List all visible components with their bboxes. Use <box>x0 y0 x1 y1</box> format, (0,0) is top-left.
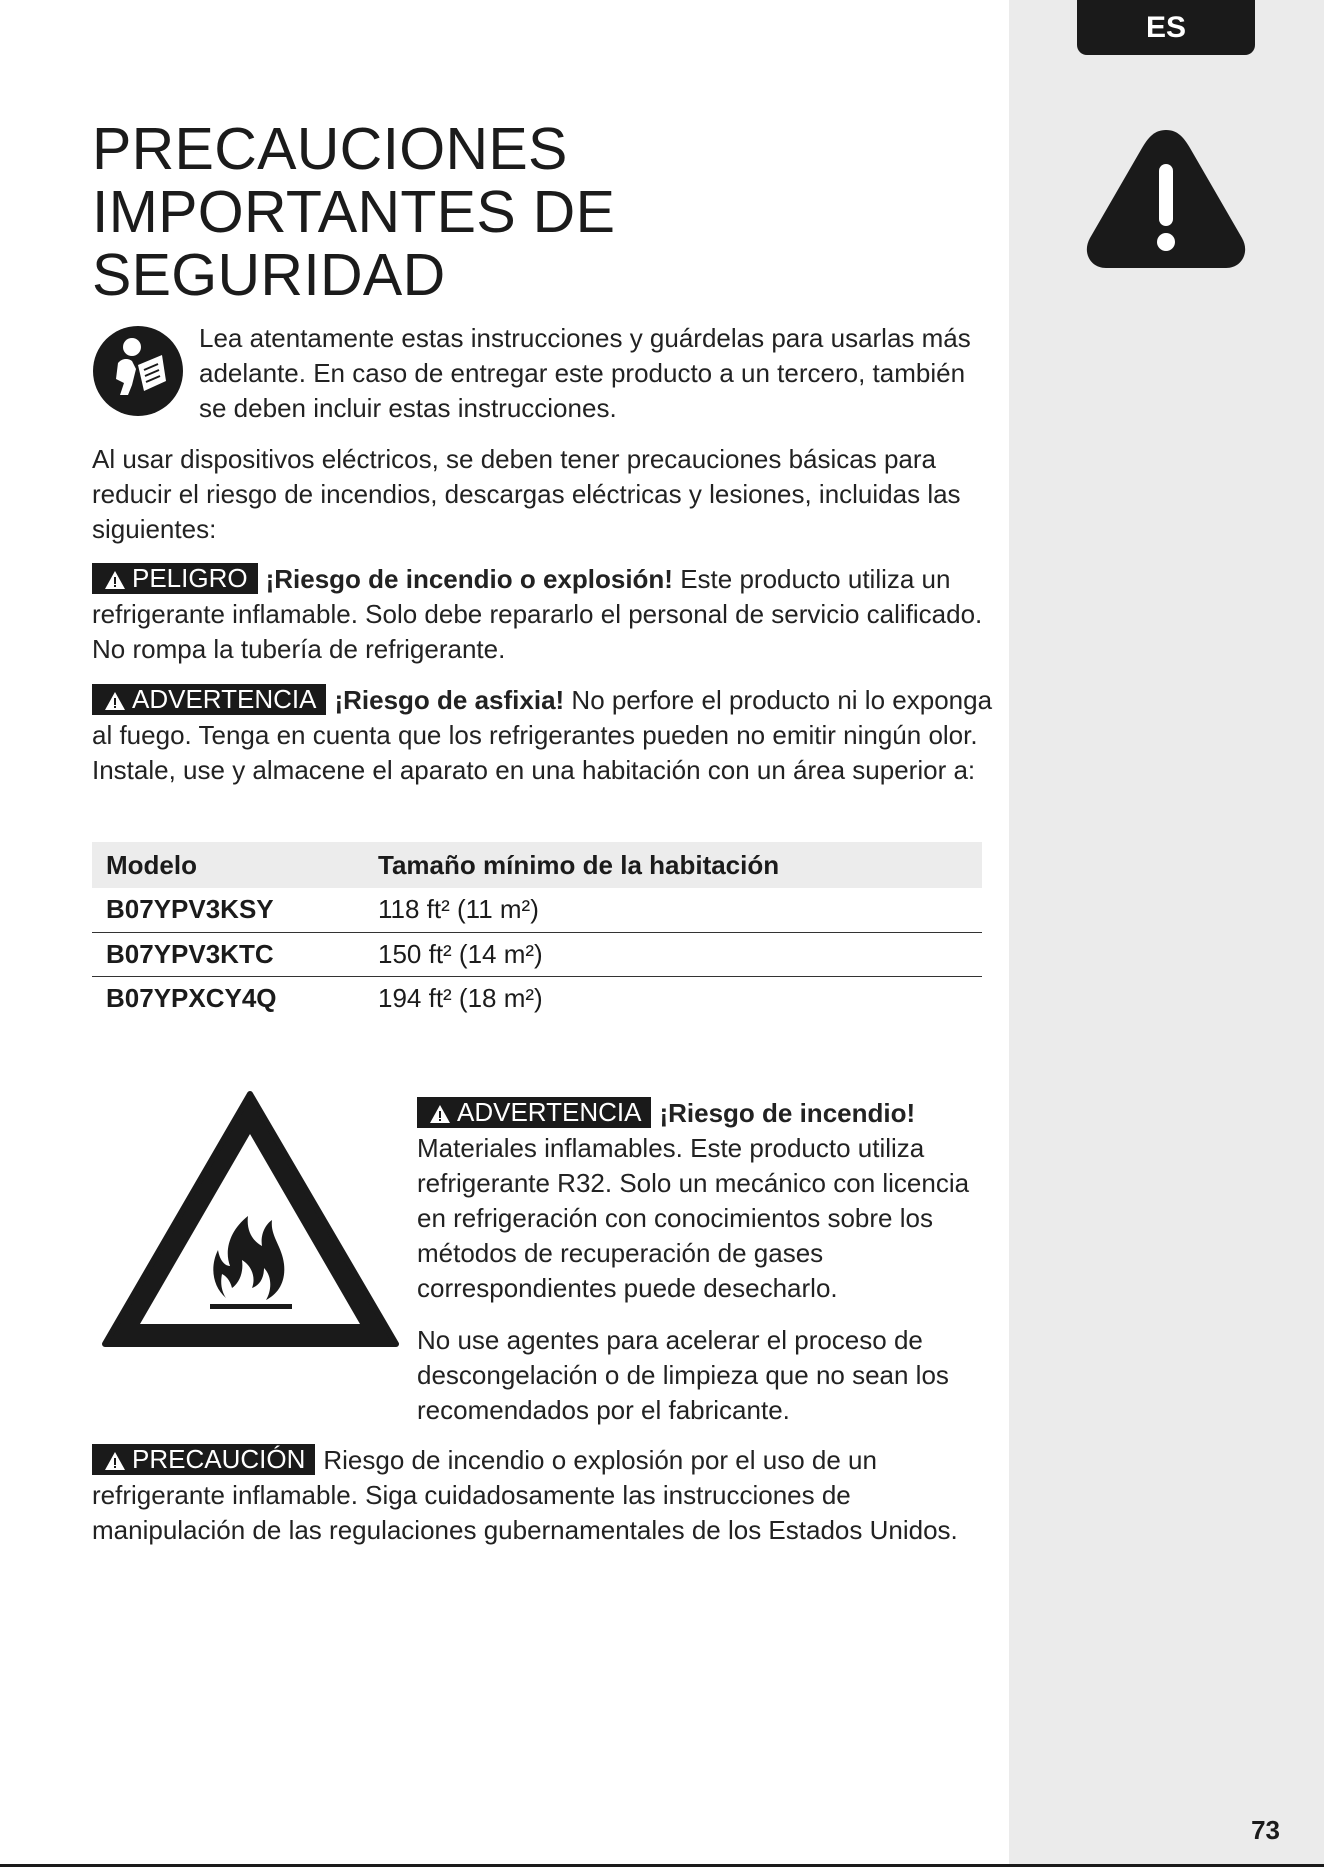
danger-label-text: PELIGRO <box>132 563 248 593</box>
room-size-cell: 194 ft² (18 m²) <box>378 982 543 1013</box>
warning-label <box>92 684 326 715</box>
fire-headline: ¡Riesgo de incendio! <box>659 1098 916 1128</box>
warning-label-text: ADVERTENCIA <box>457 1097 642 1127</box>
table-row <box>92 932 982 976</box>
room-size-table <box>92 842 982 1020</box>
danger-headline: ¡Riesgo de incendio o explosión! <box>265 564 673 594</box>
warning-icon <box>104 691 126 711</box>
warning-label <box>417 1097 651 1128</box>
table-row <box>92 888 982 932</box>
asphyxia-headline: ¡Riesgo de asfixia! <box>334 685 565 715</box>
flammable-warning-icon <box>102 1090 399 1350</box>
column-header-room-size: Tamaño mínimo de la habitación <box>364 842 982 888</box>
page-number: 73 <box>1251 1815 1280 1845</box>
table-row <box>92 976 982 1020</box>
table-header-row <box>92 842 982 888</box>
room-size-cell: 118 ft² (11 m²) <box>364 888 982 932</box>
room-size-cell: 150 ft² (14 m²) <box>364 932 982 976</box>
asphyxia-text: No perfore el producto ni lo exponga al fuego. Tenga en cuenta que los refrigerantes pueden no emitir ningún olor. Instale, use y almacene el aparato en una habitación con un área superior a: <box>92 685 993 785</box>
caution-notice <box>92 1443 997 1548</box>
warning-triangle-icon <box>1084 124 1248 274</box>
danger-label <box>92 563 258 594</box>
caution-label <box>92 1444 315 1475</box>
model-cell: B07YPV3KTC <box>92 932 364 976</box>
danger-notice <box>92 562 997 667</box>
asphyxia-warning-notice <box>92 683 997 788</box>
warning-icon <box>104 1451 126 1471</box>
caution-text: Riesgo de incendio o explosión por el uso de un refrigerante inflamable. Siga cuidadosamente las instrucciones de manipulación de las regulaciones gubernamentales de los Estados Unidos. <box>92 1445 958 1545</box>
caution-label-text: PRECAUCIÓN <box>132 1444 306 1474</box>
column-header-model: Modelo <box>92 842 364 888</box>
model-cell: B07YPV3KSY <box>92 888 364 932</box>
general-precautions-text: Al usar dispositivos eléctricos, se deben tener precauciones básicas para reducir el riesgo de incendios, descargas eléctricas y lesiones, incluidas las siguientes: <box>92 444 961 544</box>
sidebar <box>1009 0 1324 1864</box>
language-tab: ES <box>1077 0 1255 55</box>
warning-label-text: ADVERTENCIA <box>132 684 317 714</box>
warning-icon <box>104 570 126 590</box>
danger-text: Este producto utiliza un refrigerante inflamable. Solo debe repararlo el personal de servicio calificado. No rompa la tubería de refrigerante. <box>92 564 983 664</box>
model-cell: B07YPXCY4Q <box>106 982 277 1013</box>
warning-icon <box>429 1104 451 1124</box>
bottom-rule <box>0 1864 1324 1867</box>
fire-text: Materiales inflamables. Este producto utiliza refrigerante R32. Solo un mecánico con licencia en refrigeración con conocimientos sobre los métodos de recuperación de gases correspondientes puede desecharlo. <box>417 1133 970 1303</box>
page-title: PRECAUCIONES IMPORTANTES DE SEGURIDAD <box>92 116 616 308</box>
defrost-text: No use agentes para acelerar el proceso de descongelación o de limpieza que no sean los recomendados por el fabricante. <box>417 1325 949 1425</box>
fire-warning-notice <box>417 1096 997 1306</box>
intro-text: Lea atentamente estas instrucciones y guárdelas para usarlas más adelante. En caso de entregar este producto a un tercero, también se deben incluir estas instrucciones. <box>199 323 971 423</box>
read-manual-icon <box>92 325 184 417</box>
